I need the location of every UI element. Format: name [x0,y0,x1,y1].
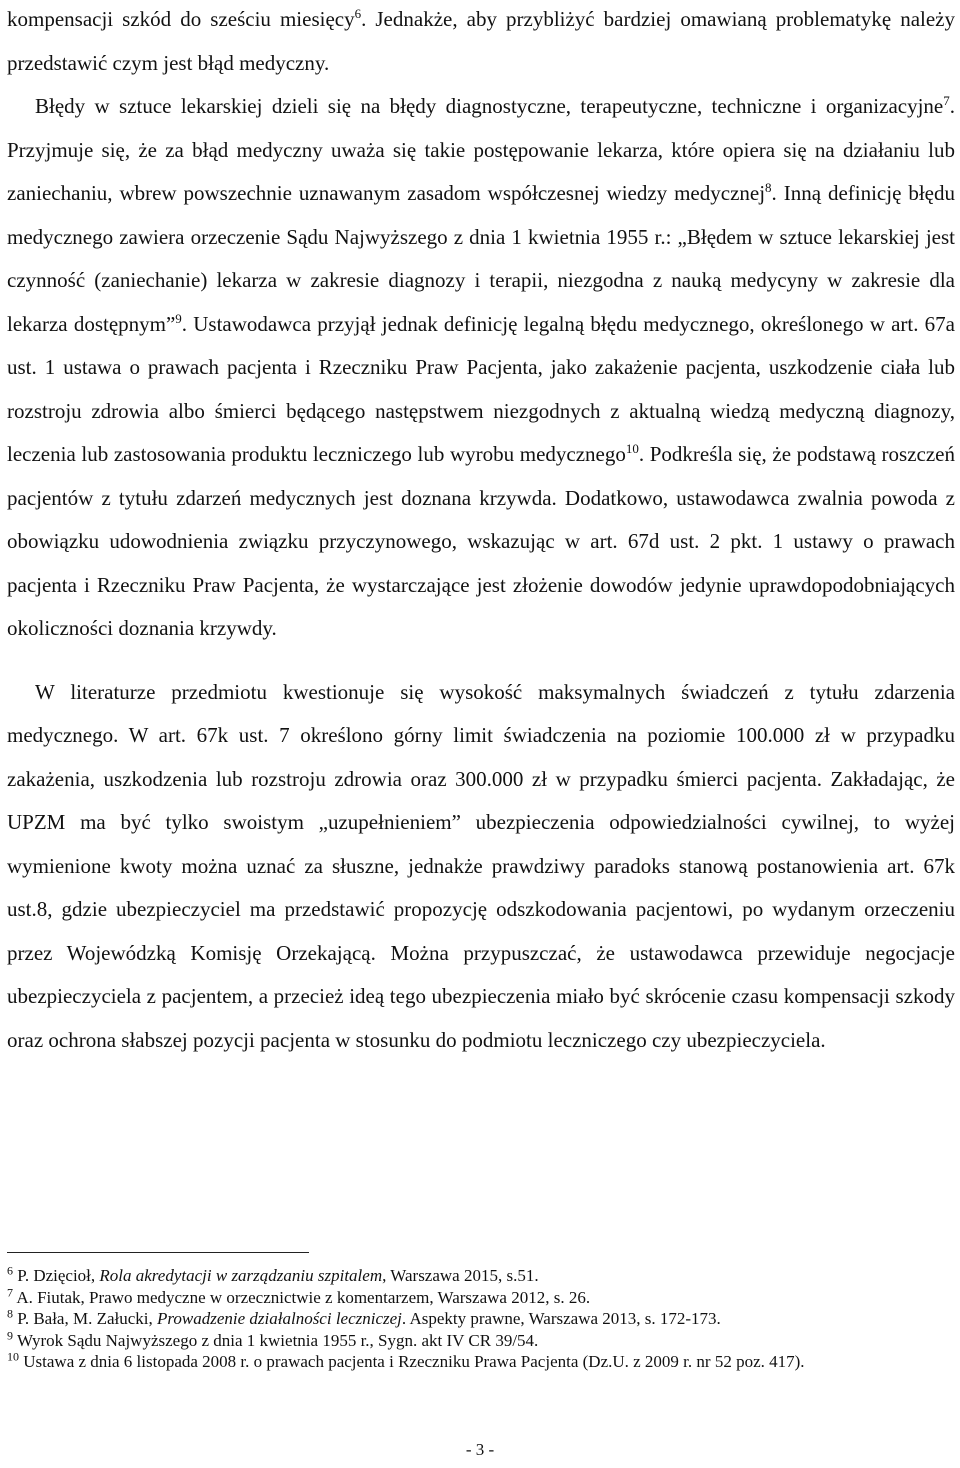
paragraph-2-text-a: Błędy w sztuce lekarskiej dzieli się na błędy diagnostyczne, terapeutyczne, techniczne i organizacyjne [35,94,944,118]
footnote-number: 10 [7,1349,19,1364]
document-page [7,0,955,1062]
footnote-6 [7,1265,947,1287]
footnote-number: 9 [7,1327,13,1342]
footnote-text: P. Bała, M. Załucki, [17,1309,158,1328]
paragraph-1 [7,0,955,85]
footnote-text: P. Dzięcioł, [17,1266,100,1285]
footnote-text: Wyrok Sądu Najwyższego z dnia 1 kwietnia 1955 r., Sygn. akt IV CR 39/54. [16,1330,539,1350]
paragraph-2-text-e: . Podkreśla się, że podstawą roszczeń pacjentów z tytułu zdarzeń medycznych jest doznana krzywda. Dodatkowo, ustawodawca zwalnia powoda z obowiązku udowodnienia związku przyczynowego, wskazując w art. 67d ust. 2 pkt. 1 ustawy o prawach pacjenta i Rzeczniku Praw Pacjenta, że wystarczające jest złożenie dowodów jedynie uprawdopodobniających okoliczności doznania krzywdy. [7,442,955,640]
page-number: - 3 - [465,1440,495,1459]
footnote-number: 7 [7,1284,13,1299]
paragraph-2-text-c: . Inną definicję błędu medycznego zawiera orzeczenie Sądu Najwyższego z dnia 1 kwietnia 1955 r.: „Błędem w sztuce lekarskiej jest czynność (zaniechanie) lekarza w zakresie diagnozy i terapii, niezgodna z nauką medycyny w zakresie dla lekarza dostępnym” [7,181,955,336]
footnote-text-tail: , Warszawa 2015, s.51. [382,1266,539,1285]
footnote-text-tail: . Aspekty prawne, Warszawa 2013, s. 172-173. [401,1309,721,1328]
footnote-ref-7[interactable]: 7 [943,93,950,108]
paragraph-1-text-b: . Jednakże, aby przybliżyć bardziej omawianą problematykę należy przedstawić czym jest błąd medyczny. [7,7,955,75]
footnote-title: Prowadzenie działalności leczniczej [157,1309,402,1328]
footnote-ref-9[interactable]: 9 [175,310,182,326]
footnote-7 [7,1284,947,1309]
footnote-text: Ustawa z dnia 6 listopada 2008 r. o prawach pacjenta i Rzeczniku Prawa Pacjenta (Dz.U. z 2009 r. nr 52 poz. 417). [23,1352,805,1371]
footnote-title: Rola akredytacji w zarządzaniu szpitalem [99,1266,383,1285]
paragraph-1-text-a: kompensacji szkód do sześciu miesięcy [7,7,355,31]
footnotes [7,1265,947,1373]
paragraph-3: W literaturze przedmiotu kwestionuje się wysokość maksymalnych świadczeń z tytułu zdarzenia medycznego. W art. 67k ust. 7 określono górny limit świadczenia na poziomie 100.000 zł w przypadku zakażenia, uszkodzenia lub rozstroju zdrowia oraz 300.000 zł w przypadku śmierci pacjenta. Zakładając, że UPZM ma być tylko swoistym „uzupełnieniem” ubezpieczenia odpowiedzialności cywilnej, to wyżej wymienione kwoty można uznać za słuszne, jednakże prawdziwy paradoks stanową postanowienia art. 67k ust.8, gdzie ubezpieczyciel ma przedstawić propozycję odszkodowania pacjentowi, po wydanym orzeczeniu przez Wojewódzką Komisję Orzekającą. Można przypuszczać, że ustawodawca przewiduje negocjacje ubezpieczyciela z pacjentem, a przecież ideą tego ubezpieczenia miało być skrócenie czasu kompensacji szkody oraz ochrona słabszej pozycji pacjenta w stosunku do podmiotu leczniczego czy ubezpieczyciela. [7,679,955,1052]
footnote-9 [7,1327,947,1352]
footnote-ref-10[interactable]: 10 [625,441,639,456]
footnote-ref-6[interactable]: 6 [354,6,362,21]
paragraph-2-text-b: . Przyjmuje się, że za błąd medyczny uważa się takie postępowanie lekarza, które opiera się na działaniu lub zaniechaniu, wbrew powszechnie uznawanym zasadom współczesnej wiedzy medycznej [7,94,955,205]
footnote-separator [7,1252,309,1253]
footnote-8 [7,1308,947,1330]
footnote-ref-8[interactable]: 8 [765,180,772,195]
footnote-10 [7,1351,947,1373]
paragraph-2 [7,85,955,651]
footnote-number: 6 [7,1263,13,1278]
footnote-text: A. Fiutak, Prawo medyczne w orzecznictwie z komentarzem, Warszawa 2012, s. 26. [16,1287,591,1307]
paragraph-2-text-d: . Ustawodawca przyjął jednak definicję legalną błędu medycznego, określonego w art. 67a ust. 1 ustawa o prawach pacjenta i Rzeczniku Praw Pacjenta, jako zakażenie pacjenta, uszkodzenie ciała lub rozstroju zdrowia albo śmierci będącego następstwem niezgodnych z aktualną wiedzą medyczną diagnozy, leczenia lub zastosowania produktu leczniczego lub wyrobu medycznego [7,311,955,466]
footnote-number: 8 [7,1306,13,1321]
